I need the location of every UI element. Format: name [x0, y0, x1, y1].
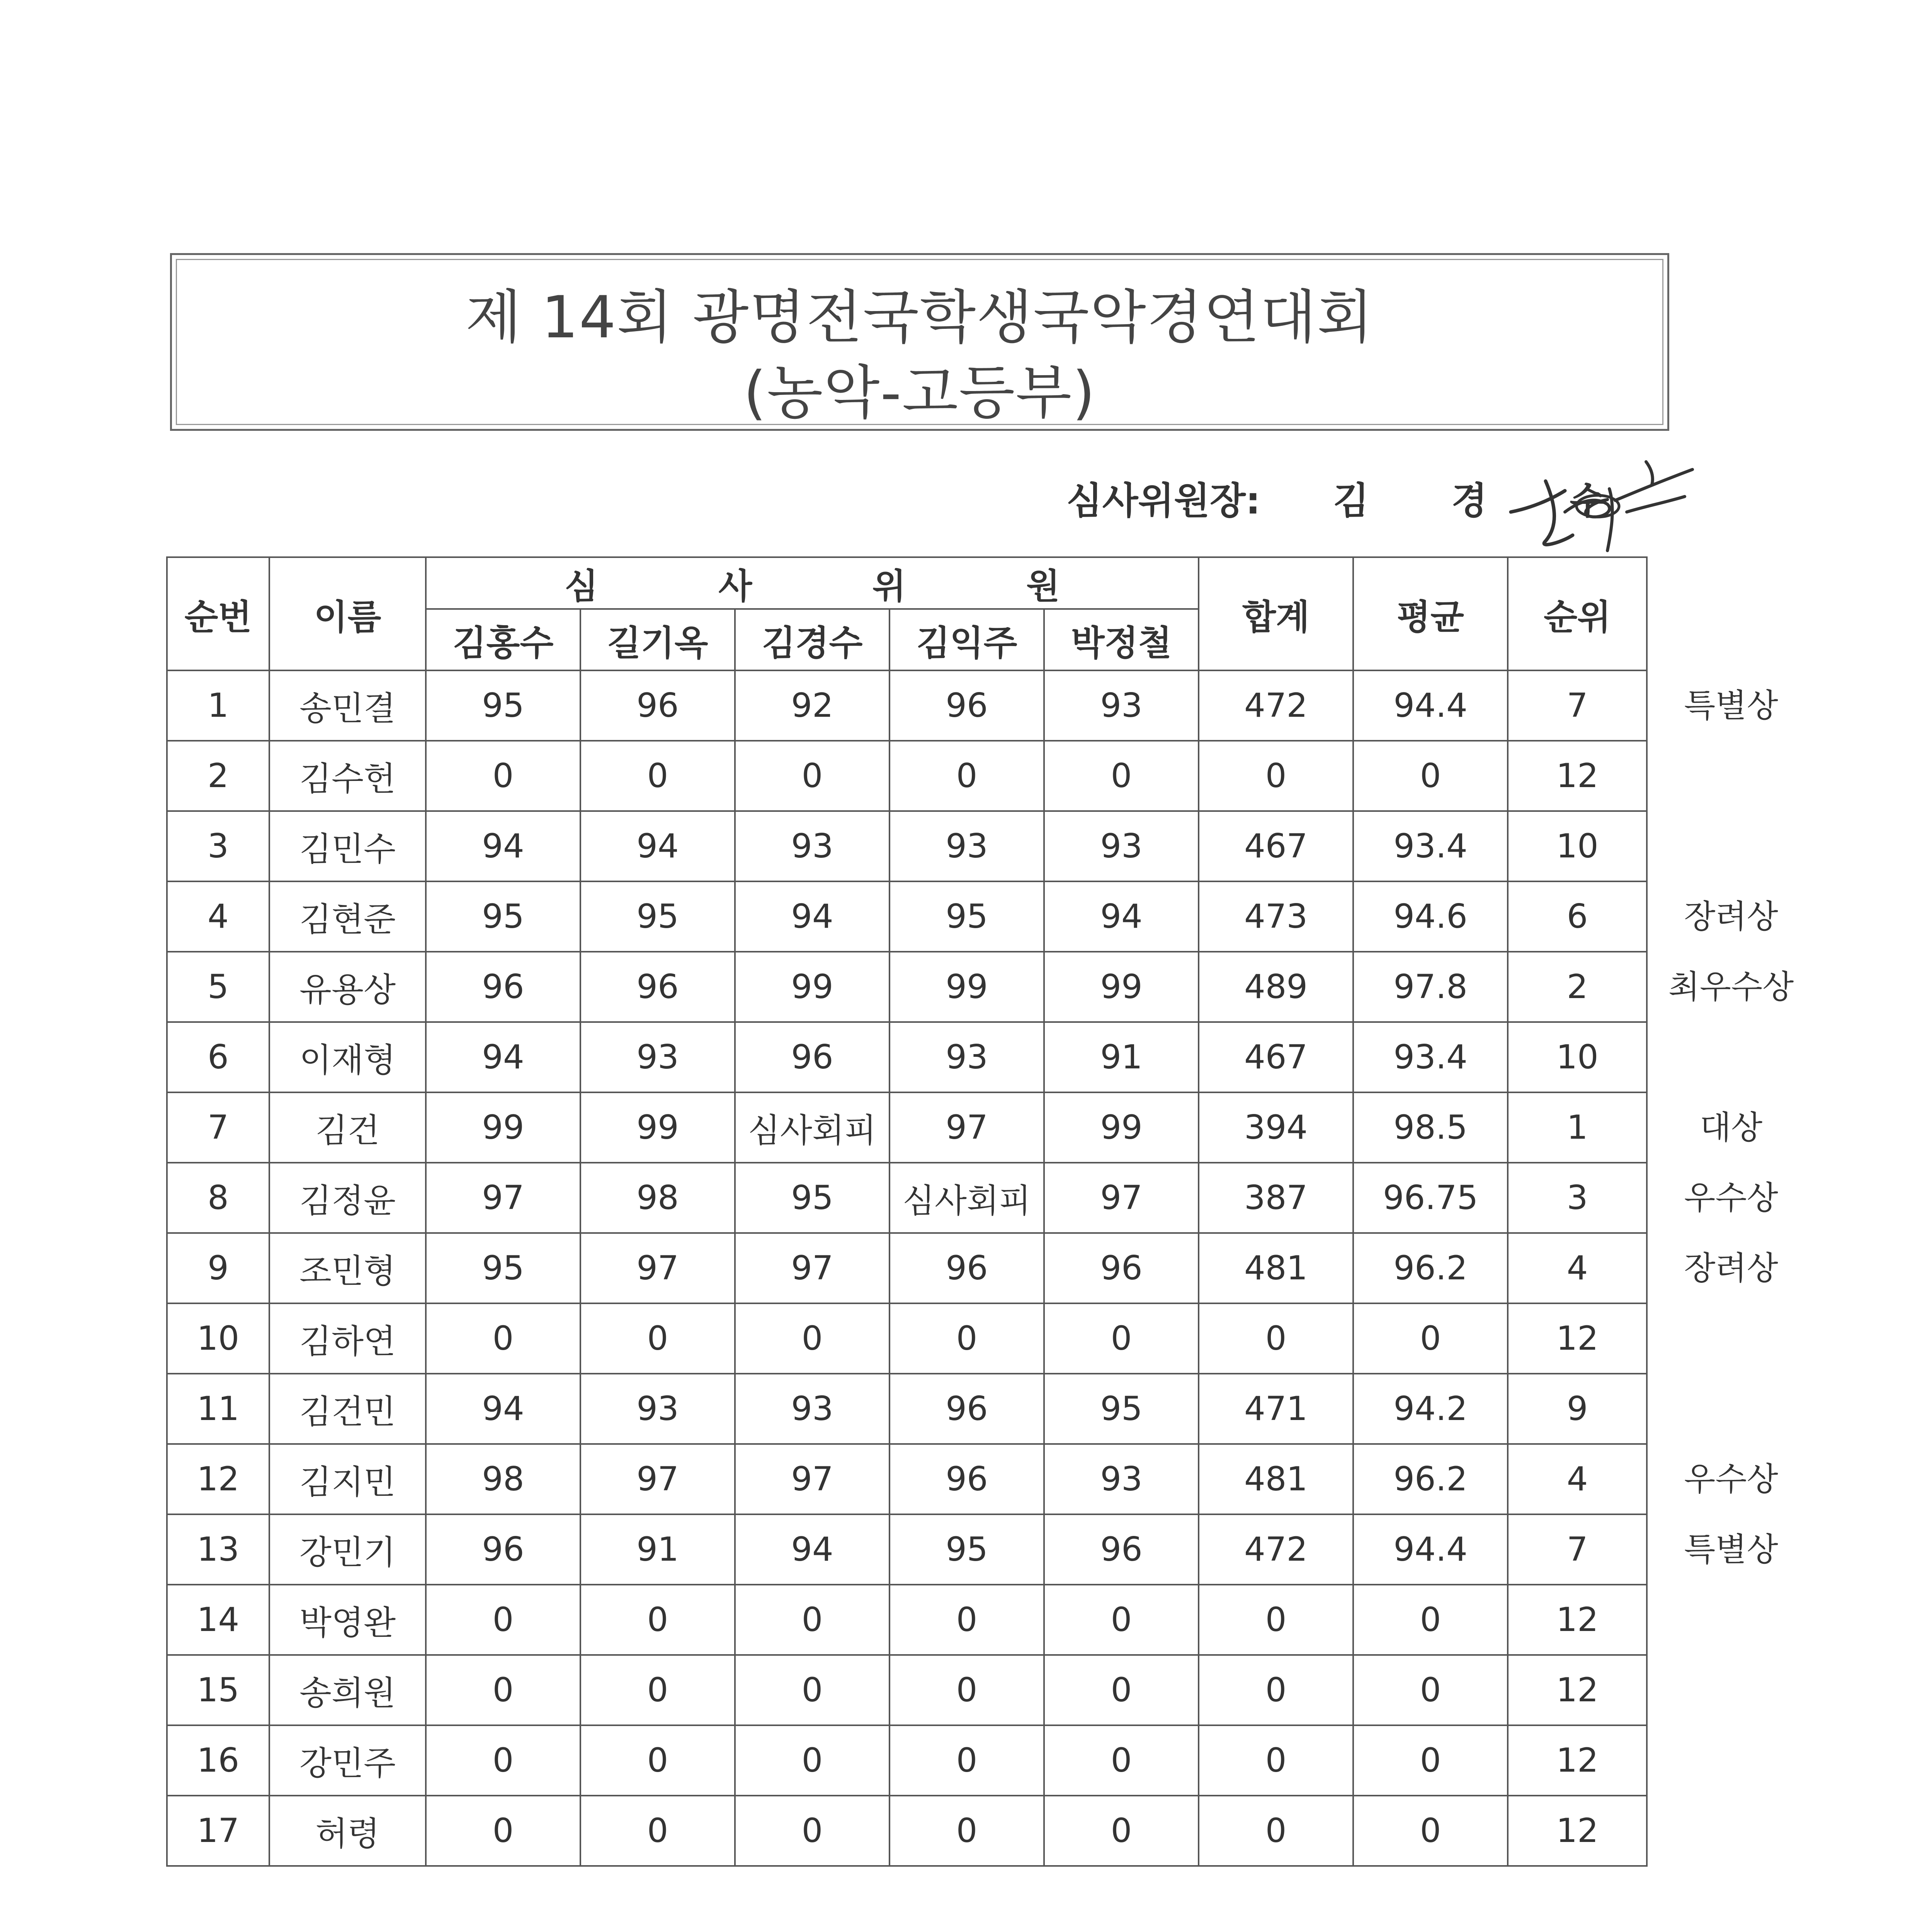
cell-score: 98 [580, 1163, 735, 1233]
cell-score: 99 [735, 952, 889, 1022]
cell-score: 94 [1044, 881, 1199, 952]
cell-average: 94.4 [1353, 1514, 1508, 1585]
cell-name: 김정윤 [269, 1163, 426, 1233]
cell-total: 394 [1199, 1092, 1353, 1163]
cell-score: 0 [426, 1655, 580, 1725]
cell-total: 467 [1199, 811, 1353, 881]
cell-score: 94 [735, 881, 889, 952]
header-judge: 길기옥 [580, 609, 735, 670]
cell-score: 0 [1044, 1796, 1199, 1866]
award-label [1646, 1374, 1816, 1444]
cell-score: 0 [580, 1725, 735, 1796]
cell-name: 유용상 [269, 952, 426, 1022]
cell-score: 93 [580, 1022, 735, 1092]
signature-mark [1499, 454, 1700, 554]
cell-score: 96 [426, 1514, 580, 1585]
cell-score: 0 [426, 741, 580, 811]
cell-score: 93 [580, 1374, 735, 1444]
cell-score: 93 [1044, 811, 1199, 881]
cell-total: 0 [1199, 1655, 1353, 1725]
cell-score: 0 [580, 1585, 735, 1655]
cell-score: 99 [1044, 952, 1199, 1022]
cell-score: 0 [1044, 1303, 1199, 1374]
cell-score: 0 [735, 741, 889, 811]
cell-average: 96.2 [1353, 1444, 1508, 1514]
cell-no: 17 [167, 1796, 269, 1866]
cell-name: 김현준 [269, 881, 426, 952]
header-judge: 김홍수 [426, 609, 580, 670]
table-row [167, 811, 1647, 881]
award-label: 우수상 [1684, 1179, 1778, 1217]
award-label [1646, 741, 1816, 811]
cell-total: 0 [1199, 1796, 1353, 1866]
cell-score: 99 [1044, 1092, 1199, 1163]
cell-no: 4 [167, 881, 269, 952]
header-name: 이름 [269, 557, 426, 670]
cell-total: 472 [1199, 670, 1353, 741]
table-row [167, 1233, 1647, 1303]
cell-score: 0 [580, 1303, 735, 1374]
cell-rank: 2 [1508, 952, 1647, 1022]
cell-no: 1 [167, 670, 269, 741]
award-label: 최우수상 [1668, 968, 1794, 1006]
cell-total: 0 [1199, 1725, 1353, 1796]
cell-average: 0 [1353, 1725, 1508, 1796]
cell-score: 0 [735, 1303, 889, 1374]
cell-name: 김민수 [269, 811, 426, 881]
cell-average: 0 [1353, 1655, 1508, 1725]
table-row [167, 1163, 1647, 1233]
cell-score: 94 [580, 811, 735, 881]
cell-average: 97.8 [1353, 952, 1508, 1022]
cell-score: 97 [889, 1092, 1044, 1163]
cell-score: 97 [1044, 1163, 1199, 1233]
cell-score: 93 [889, 811, 1044, 881]
header-no: 순번 [167, 557, 269, 670]
document-subtitle: (농악-고등부) [743, 359, 1096, 427]
score-table-body [167, 670, 1647, 1866]
cell-score: 99 [580, 1092, 735, 1163]
cell-score: 91 [580, 1514, 735, 1585]
table-row [167, 881, 1647, 952]
cell-total: 0 [1199, 1303, 1353, 1374]
cell-score: 95 [426, 670, 580, 741]
cell-no: 7 [167, 1092, 269, 1163]
cell-name: 박영완 [269, 1585, 426, 1655]
cell-no: 15 [167, 1655, 269, 1725]
cell-score: 0 [426, 1725, 580, 1796]
cell-name: 강민주 [269, 1725, 426, 1796]
cell-name: 송희원 [269, 1655, 426, 1725]
cell-total: 471 [1199, 1374, 1353, 1444]
cell-rank: 10 [1508, 811, 1647, 881]
cell-score: 99 [889, 952, 1044, 1022]
header-judge: 김익주 [889, 609, 1044, 670]
cell-score: 0 [735, 1796, 889, 1866]
cell-rank: 12 [1508, 1655, 1647, 1725]
cell-score: 0 [580, 1796, 735, 1866]
cell-score: 97 [580, 1233, 735, 1303]
cell-no: 14 [167, 1585, 269, 1655]
award-label [1646, 1655, 1816, 1725]
cell-score: 95 [426, 881, 580, 952]
cell-average: 94.2 [1353, 1374, 1508, 1444]
cell-rank: 12 [1508, 1585, 1647, 1655]
cell-score: 91 [1044, 1022, 1199, 1092]
table-row [167, 1514, 1647, 1585]
cell-score: 심사회피 [735, 1092, 889, 1163]
cell-no: 16 [167, 1725, 269, 1796]
cell-no: 10 [167, 1303, 269, 1374]
cell-rank: 12 [1508, 1303, 1647, 1374]
cell-name: 강민기 [269, 1514, 426, 1585]
cell-score: 93 [735, 1374, 889, 1444]
cell-rank: 12 [1508, 1725, 1647, 1796]
cell-average: 0 [1353, 1303, 1508, 1374]
cell-average: 0 [1353, 1796, 1508, 1866]
cell-no: 5 [167, 952, 269, 1022]
cell-name: 이재형 [269, 1022, 426, 1092]
award-label: 장려상 [1684, 898, 1778, 935]
cell-score: 0 [889, 1796, 1044, 1866]
header-judge: 김경수 [735, 609, 889, 670]
cell-score: 94 [735, 1514, 889, 1585]
cell-score: 96 [889, 670, 1044, 741]
cell-total: 0 [1199, 741, 1353, 811]
cell-score: 98 [426, 1444, 580, 1514]
award-label: 대상 [1699, 1109, 1763, 1146]
cell-total: 481 [1199, 1444, 1353, 1514]
cell-score: 0 [1044, 1585, 1199, 1655]
table-row [167, 1725, 1647, 1796]
cell-average: 93.4 [1353, 1022, 1508, 1092]
cell-total: 467 [1199, 1022, 1353, 1092]
cell-score: 97 [735, 1233, 889, 1303]
cell-average: 0 [1353, 1585, 1508, 1655]
table-row [167, 1585, 1647, 1655]
cell-no: 12 [167, 1444, 269, 1514]
cell-average: 96.2 [1353, 1233, 1508, 1303]
chair-label: 심사위원장: [1066, 479, 1261, 522]
cell-rank: 1 [1508, 1092, 1647, 1163]
score-table [166, 556, 1648, 1867]
cell-average: 98.5 [1353, 1092, 1508, 1163]
document-title: 제 14회 광명전국학생국악경연대회 [465, 284, 1374, 351]
cell-name: 송민결 [269, 670, 426, 741]
cell-score: 95 [580, 881, 735, 952]
cell-score: 95 [889, 1514, 1044, 1585]
cell-score: 93 [889, 1022, 1044, 1092]
header-total: 합계 [1199, 557, 1353, 670]
cell-no: 8 [167, 1163, 269, 1233]
cell-score: 96 [580, 670, 735, 741]
cell-score: 97 [735, 1444, 889, 1514]
cell-score: 0 [580, 741, 735, 811]
cell-score: 0 [889, 741, 1044, 811]
award-label [1646, 811, 1816, 881]
cell-name: 김건민 [269, 1374, 426, 1444]
table-row [167, 1303, 1647, 1374]
cell-score: 96 [1044, 1514, 1199, 1585]
award-label: 특별상 [1684, 687, 1778, 724]
cell-score: 92 [735, 670, 889, 741]
table-row [167, 670, 1647, 741]
cell-total: 481 [1199, 1233, 1353, 1303]
cell-total: 387 [1199, 1163, 1353, 1233]
cell-score: 0 [1044, 741, 1199, 811]
award-label [1646, 1022, 1816, 1092]
award-label [1646, 1585, 1816, 1655]
cell-score: 95 [889, 881, 1044, 952]
cell-rank: 10 [1508, 1022, 1647, 1092]
cell-rank: 6 [1508, 881, 1647, 952]
table-row [167, 1092, 1647, 1163]
cell-score: 95 [735, 1163, 889, 1233]
table-row [167, 1022, 1647, 1092]
cell-no: 13 [167, 1514, 269, 1585]
cell-rank: 12 [1508, 1796, 1647, 1866]
cell-score: 0 [735, 1655, 889, 1725]
table-row [167, 952, 1647, 1022]
chair-name: 김 경 수 [1333, 479, 1641, 522]
cell-score: 0 [580, 1655, 735, 1725]
cell-score: 96 [889, 1444, 1044, 1514]
award-label: 특별상 [1684, 1531, 1778, 1568]
cell-score: 0 [1044, 1725, 1199, 1796]
cell-name: 조민형 [269, 1233, 426, 1303]
header-rank: 순위 [1508, 557, 1647, 670]
cell-score: 93 [1044, 1444, 1199, 1514]
cell-total: 472 [1199, 1514, 1353, 1585]
cell-score: 94 [426, 1374, 580, 1444]
cell-score: 97 [580, 1444, 735, 1514]
cell-score: 96 [735, 1022, 889, 1092]
cell-no: 2 [167, 741, 269, 811]
header-average: 평균 [1353, 557, 1508, 670]
cell-no: 9 [167, 1233, 269, 1303]
cell-score: 96 [426, 952, 580, 1022]
cell-score: 96 [580, 952, 735, 1022]
award-label [1646, 1303, 1816, 1374]
award-label [1646, 1725, 1816, 1796]
header-committee: 심 사 위 원 [426, 557, 1199, 609]
cell-total: 0 [1199, 1585, 1353, 1655]
table-row [167, 1796, 1647, 1866]
cell-rank: 7 [1508, 670, 1647, 741]
table-row [167, 1655, 1647, 1725]
table-row [167, 1444, 1647, 1514]
award-label [1646, 1796, 1816, 1866]
table-row [167, 741, 1647, 811]
cell-no: 11 [167, 1374, 269, 1444]
cell-score: 96 [889, 1374, 1044, 1444]
cell-score: 96 [889, 1233, 1044, 1303]
cell-rank: 4 [1508, 1444, 1647, 1514]
cell-name: 김하연 [269, 1303, 426, 1374]
cell-score: 94 [426, 811, 580, 881]
award-label: 장려상 [1684, 1249, 1778, 1287]
cell-score: 0 [426, 1585, 580, 1655]
cell-score: 0 [889, 1303, 1044, 1374]
cell-score: 0 [426, 1303, 580, 1374]
cell-name: 김수헌 [269, 741, 426, 811]
award-label: 우수상 [1684, 1460, 1778, 1498]
cell-total: 473 [1199, 881, 1353, 952]
cell-score: 95 [1044, 1374, 1199, 1444]
cell-score: 0 [735, 1725, 889, 1796]
cell-rank: 7 [1508, 1514, 1647, 1585]
cell-total: 489 [1199, 952, 1353, 1022]
cell-average: 0 [1353, 741, 1508, 811]
cell-score: 93 [1044, 670, 1199, 741]
cell-score: 심사회피 [889, 1163, 1044, 1233]
cell-name: 김지민 [269, 1444, 426, 1514]
cell-score: 99 [426, 1092, 580, 1163]
title-box [170, 253, 1669, 431]
cell-score: 94 [426, 1022, 580, 1092]
cell-score: 0 [426, 1796, 580, 1866]
cell-no: 3 [167, 811, 269, 881]
header-judge: 박정철 [1044, 609, 1199, 670]
cell-name: 김건 [269, 1092, 426, 1163]
cell-rank: 9 [1508, 1374, 1647, 1444]
cell-score: 97 [426, 1163, 580, 1233]
cell-score: 95 [426, 1233, 580, 1303]
cell-average: 96.75 [1353, 1163, 1508, 1233]
cell-no: 6 [167, 1022, 269, 1092]
cell-name: 허령 [269, 1796, 426, 1866]
table-row [167, 1374, 1647, 1444]
cell-score: 0 [889, 1725, 1044, 1796]
cell-score: 0 [889, 1585, 1044, 1655]
cell-rank: 3 [1508, 1163, 1647, 1233]
cell-score: 0 [735, 1585, 889, 1655]
cell-average: 94.4 [1353, 670, 1508, 741]
cell-average: 94.6 [1353, 881, 1508, 952]
cell-rank: 4 [1508, 1233, 1647, 1303]
cell-score: 93 [735, 811, 889, 881]
cell-score: 0 [1044, 1655, 1199, 1725]
cell-average: 93.4 [1353, 811, 1508, 881]
cell-score: 96 [1044, 1233, 1199, 1303]
cell-score: 0 [889, 1655, 1044, 1725]
cell-rank: 12 [1508, 741, 1647, 811]
